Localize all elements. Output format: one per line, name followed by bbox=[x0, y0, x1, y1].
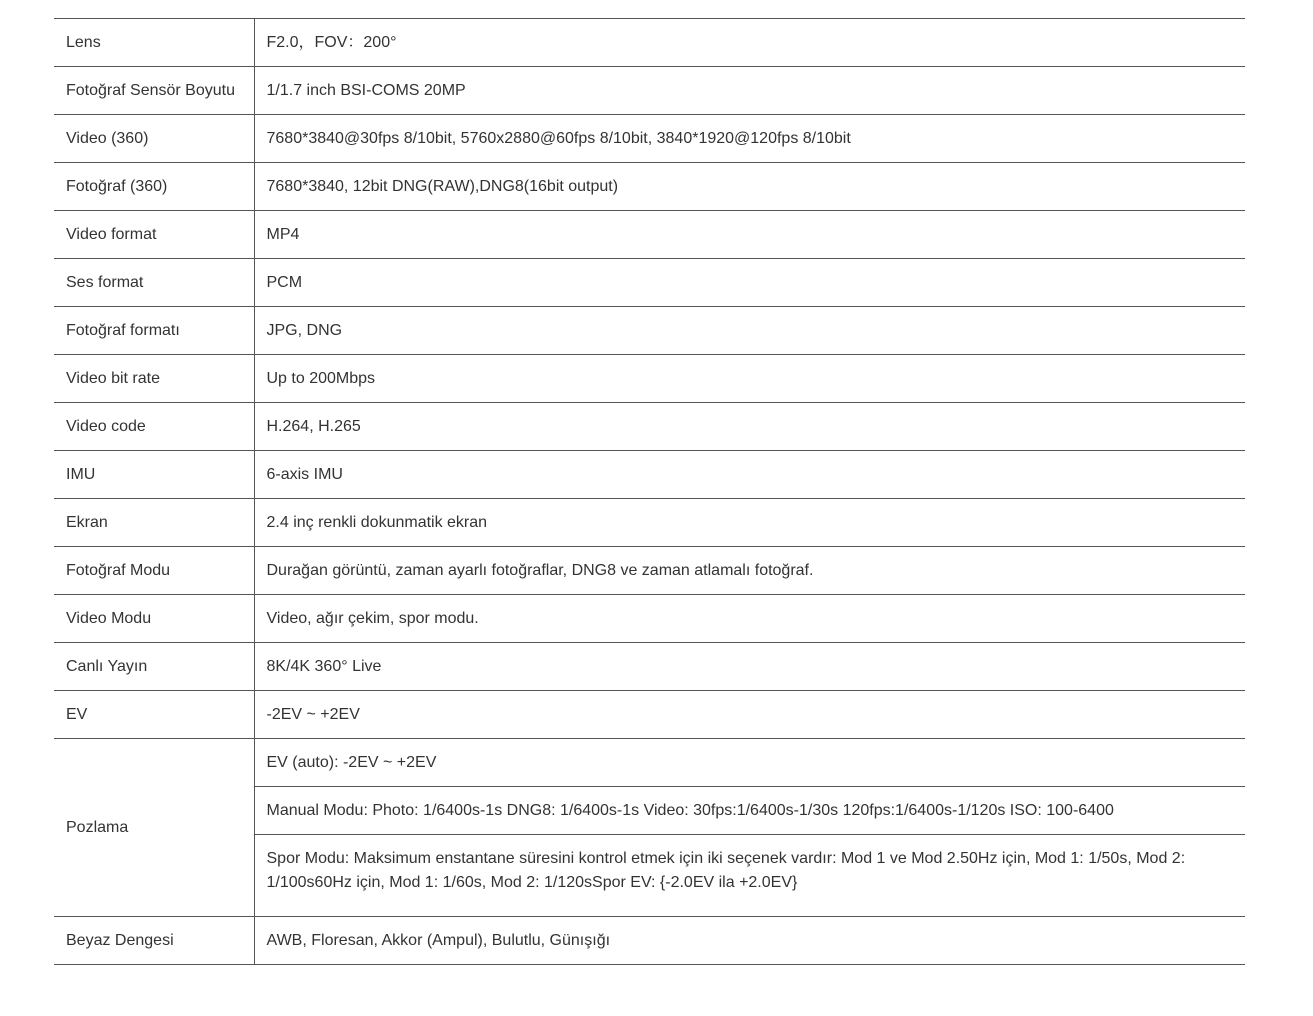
spec-value: Spor Modu: Maksimum enstantane süresini kontrol etmek için iki seçenek vardır: Mod 1 ve Mod 2.50Hz için, Mod 1: 1/50s, Mod 2: 1/100s60Hz için, Mod 1: 1/60s, Mod 2: 1/120sSpor EV: {-2.0EV ila +2.0EV} bbox=[266, 850, 1186, 891]
spec-label: Video Modu bbox=[54, 595, 254, 643]
specs-table bbox=[54, 18, 1245, 965]
spec-label: IMU bbox=[54, 451, 254, 499]
spec-value: F2.0，FOV：200° bbox=[266, 33, 397, 51]
spec-label: Ekran bbox=[54, 499, 254, 547]
spec-label: Fotoğraf formatı bbox=[54, 307, 254, 355]
spec-row-exposure bbox=[54, 739, 1245, 787]
spec-row-audio-format bbox=[54, 259, 1245, 307]
spec-row-video-bit-rate bbox=[54, 355, 1245, 403]
spec-label: Fotoğraf (360) bbox=[54, 163, 254, 211]
spec-value: 1/1.7 inch BSI-COMS 20MP bbox=[266, 81, 466, 99]
spec-label: Beyaz Dengesi bbox=[54, 917, 254, 965]
spec-row-lens bbox=[54, 19, 1245, 67]
spec-value: PCM bbox=[266, 273, 303, 291]
spec-row-video-format bbox=[54, 211, 1245, 259]
spec-value: AWB, Floresan, Akkor (Ampul), Bulutlu, Günışığı bbox=[266, 931, 611, 949]
spec-value: Manual Modu: Photo: 1/6400s-1s DNG8: 1/6400s-1s Video: 30fps:1/6400s-1/30s 120fps:1/6400s-1/120s ISO: 100-6400 bbox=[266, 801, 1114, 819]
spec-value: 6-axis IMU bbox=[266, 465, 343, 483]
spec-value: 8K/4K 360° Live bbox=[266, 657, 382, 675]
spec-value: -2EV ~ +2EV bbox=[266, 705, 360, 723]
spec-row-ev bbox=[54, 691, 1245, 739]
spec-label: Fotoğraf Modu bbox=[54, 547, 254, 595]
spec-label: Canlı Yayın bbox=[54, 643, 254, 691]
spec-label: Video bit rate bbox=[54, 355, 254, 403]
spec-row-photo-mode bbox=[54, 547, 1245, 595]
spec-value: Video, ağır çekim, spor modu. bbox=[266, 609, 479, 627]
spec-label: Video code bbox=[54, 403, 254, 451]
spec-label: Video format bbox=[54, 211, 254, 259]
spec-value: EV (auto): -2EV ~ +2EV bbox=[266, 753, 437, 771]
spec-label: Ses format bbox=[54, 259, 254, 307]
spec-row-imu bbox=[54, 451, 1245, 499]
spec-row-sensor-size bbox=[54, 67, 1245, 115]
spec-row-photo-360 bbox=[54, 163, 1245, 211]
spec-row-video-360 bbox=[54, 115, 1245, 163]
spec-row-video-code bbox=[54, 403, 1245, 451]
spec-label: EV bbox=[54, 691, 254, 739]
spec-row-live-stream bbox=[54, 643, 1245, 691]
spec-value: Up to 200Mbps bbox=[266, 369, 376, 387]
spec-label: Pozlama bbox=[54, 739, 254, 917]
spec-value: H.264, H.265 bbox=[266, 417, 361, 435]
spec-row-photo-format bbox=[54, 307, 1245, 355]
spec-value: MP4 bbox=[266, 225, 300, 243]
spec-value: JPG, DNG bbox=[266, 321, 343, 339]
spec-row-video-mode bbox=[54, 595, 1245, 643]
spec-value: Durağan görüntü, zaman ayarlı fotoğraflar, DNG8 ve zaman atlamalı fotoğraf. bbox=[266, 561, 814, 579]
spec-row-white-balance bbox=[54, 917, 1245, 965]
spec-row-screen bbox=[54, 499, 1245, 547]
spec-label: Fotoğraf Sensör Boyutu bbox=[54, 67, 254, 115]
spec-label: Lens bbox=[54, 19, 254, 67]
spec-label: Video (360) bbox=[54, 115, 254, 163]
spec-value: 7680*3840@30fps 8/10bit, 5760x2880@60fps 8/10bit, 3840*1920@120fps 8/10bit bbox=[266, 129, 851, 147]
spec-value: 7680*3840, 12bit DNG(RAW),DNG8(16bit output) bbox=[266, 177, 619, 195]
spec-value: 2.4 inç renkli dokunmatik ekran bbox=[266, 513, 488, 531]
